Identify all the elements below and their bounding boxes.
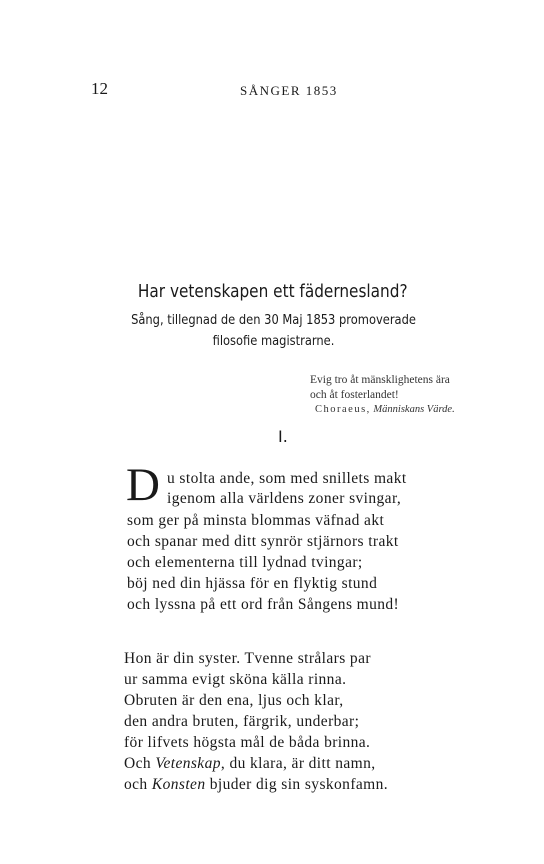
epigraph-work: Människans Värde.	[373, 404, 455, 415]
line-7-italic: Konsten	[151, 776, 206, 793]
stanza-1-line-7: och lyssna på ett ord från Sångens mund!	[127, 596, 400, 613]
poem-title: Har vetenskapen ett fädernesland?	[137, 281, 408, 302]
stanza-2-line-7	[124, 776, 388, 794]
poem-subtitle-line-2: filosofie magistrarne.	[212, 333, 335, 349]
stanza-1-line-4: och spanar med ditt synrör stjärnors trakt	[127, 533, 399, 550]
stanza-2-line-2: ur samma evigt sköna källa rinna.	[124, 671, 347, 688]
stanza-2-line-4: den andra bruten, färgrik, underbar;	[124, 713, 360, 730]
stanza-1-line-6: böj ned din hjässa för en flyktig stund	[127, 575, 378, 592]
line-6-pre: Och	[124, 755, 156, 772]
stanza-1-line-3: som ger på minsta blommas väfnad akt	[127, 512, 385, 529]
drop-cap: D	[126, 459, 160, 511]
epigraph-line-1: Evig tro åt mänsklighetens ära	[310, 374, 450, 386]
epigraph-attribution	[315, 404, 455, 415]
line-6-post: , du klara, är ditt namn,	[220, 755, 376, 772]
stanza-2-line-1: Hon är din syster. Tvenne strålars par	[124, 650, 371, 667]
line-7-post: bjuder dig sin syskonfamn.	[205, 776, 389, 793]
stanza-1-line-2: igenom alla världens zoner svingar,	[167, 490, 402, 507]
poem-subtitle-line-1: Sång, tillegnad de den 30 Maj 1853 promoverade	[131, 312, 416, 328]
epigraph-line-2: och åt fosterlandet!	[310, 389, 399, 401]
line-6-italic: Vetenskap	[155, 755, 221, 772]
stanza-1-line-5: och elementerna till lydnad tvingar;	[127, 554, 363, 571]
page-number: 12	[91, 79, 108, 98]
stanza-2-line-5: för lifvets högsta mål de båda brinna.	[124, 734, 371, 751]
epigraph-author: Choraeus,	[315, 404, 371, 415]
line-7-pre: och	[124, 776, 152, 793]
stanza-1-line-1: u stolta ande, som med snillets makt	[167, 470, 407, 487]
stanza-2-line-3: Obruten är den ena, ljus och klar,	[124, 692, 344, 709]
running-title: SÅNGER 1853	[240, 83, 338, 98]
part-number: I.	[278, 427, 288, 446]
stanza-2-line-6	[124, 755, 376, 773]
